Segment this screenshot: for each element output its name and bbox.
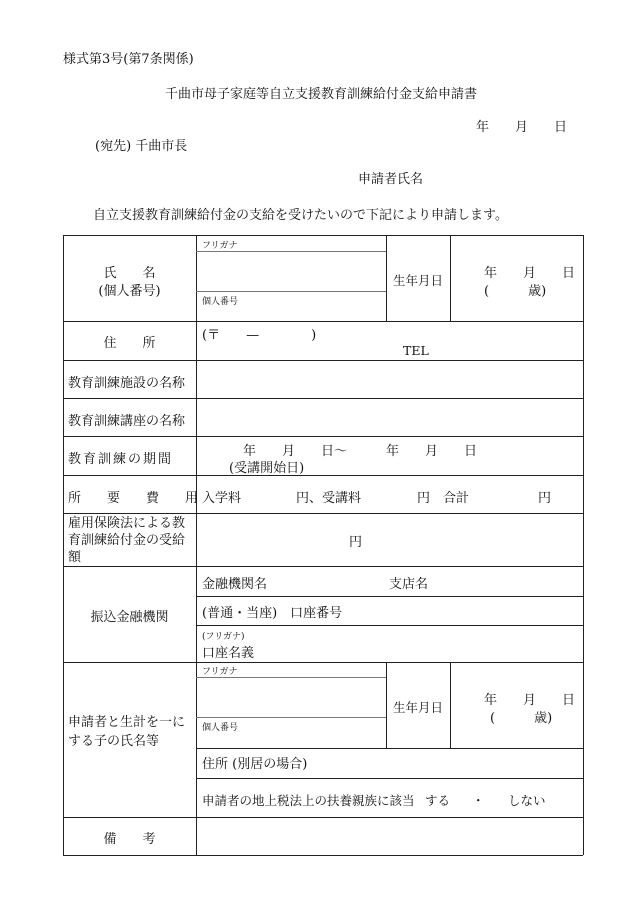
period-value: 年 月 日～ 年 月 日 — [243, 444, 478, 459]
bank-branch: 支店名 — [389, 577, 429, 592]
bank-furigana: (フリガナ) — [202, 632, 245, 642]
bank-holder: 口座名義 — [202, 646, 255, 661]
child-birth-label: 生年月日 — [392, 700, 443, 715]
child-name-field[interactable] — [197, 678, 385, 716]
child-dependent-no[interactable]: しない — [508, 793, 546, 808]
furigana-label: フリガナ — [202, 241, 238, 251]
cost-label: 所 要 費 用 — [68, 491, 199, 506]
child-birth-age: ( 歳) — [490, 711, 553, 726]
address-tel: TEL — [403, 343, 429, 358]
course-label: 教育訓練講座の名称 — [68, 414, 186, 429]
child-birth-date: 年 月 日 — [484, 693, 576, 708]
child-dependent: 申請者の地上税法上の扶養親族に該当 — [202, 793, 415, 808]
kojin-bango-label: 個人番号 — [202, 297, 239, 307]
applicant-name-label: 申請者氏名 — [358, 172, 424, 187]
period-label: 教育訓練の期間 — [68, 452, 174, 467]
cost-total: 合計 — [443, 491, 470, 506]
remarks-field[interactable] — [197, 818, 582, 854]
addressee: (宛先) 千曲市長 — [95, 139, 188, 154]
bank-label: 振込金融機関 — [90, 610, 169, 625]
date-line: 年 月 日 — [476, 120, 568, 135]
child-kojin-bango-label: 個人番号 — [202, 723, 239, 733]
form-number: 様式第3号(第7条関係) — [63, 52, 194, 67]
birth-date: 年 月 日 — [484, 266, 576, 281]
facility-field[interactable] — [197, 361, 582, 397]
period-note: (受講開始日) — [229, 461, 305, 476]
insurance-label: 雇用保険法による教育訓練給付金の受給額 — [68, 516, 186, 565]
birth-label: 生年月日 — [392, 273, 443, 288]
name-label: 氏 名 — [103, 266, 156, 281]
course-field[interactable] — [197, 399, 582, 435]
cost-yen1: 円、受講料 — [296, 491, 362, 506]
address-postal: (〒 — ) — [202, 328, 317, 343]
name-field[interactable] — [197, 252, 385, 290]
bank-account: (普通・当座) 口座番号 — [202, 606, 343, 621]
facility-label: 教育訓練施設の名称 — [68, 376, 186, 391]
remarks-label: 備 考 — [103, 832, 156, 847]
child-dependent-yes[interactable]: する — [425, 793, 451, 808]
cost-yen3: 円 — [538, 491, 552, 506]
child-label: 申請者と生計を一にする子の氏名等 — [68, 715, 186, 749]
address-label: 住 所 — [103, 336, 156, 351]
child-furigana-label: フリガナ — [202, 667, 238, 677]
child-dependent-dot: ・ — [472, 793, 485, 808]
form-title: 千曲市母子家庭等自立支援教育訓練給付金支給申請書 — [165, 87, 478, 102]
statement: 自立支援教育訓練給付金の支給を受けたいので下記により申請します。 — [93, 208, 508, 223]
insurance-yen: 円 — [349, 535, 363, 550]
bank-name: 金融機関名 — [202, 577, 268, 592]
child-residence: 住所 (別居の場合) — [202, 757, 308, 772]
cost-entry: 入学料 — [202, 491, 242, 506]
cost-yen2: 円 — [417, 491, 431, 506]
birth-age: ( 歳) — [484, 284, 547, 299]
name-label-sub: (個人番号) — [98, 284, 161, 299]
